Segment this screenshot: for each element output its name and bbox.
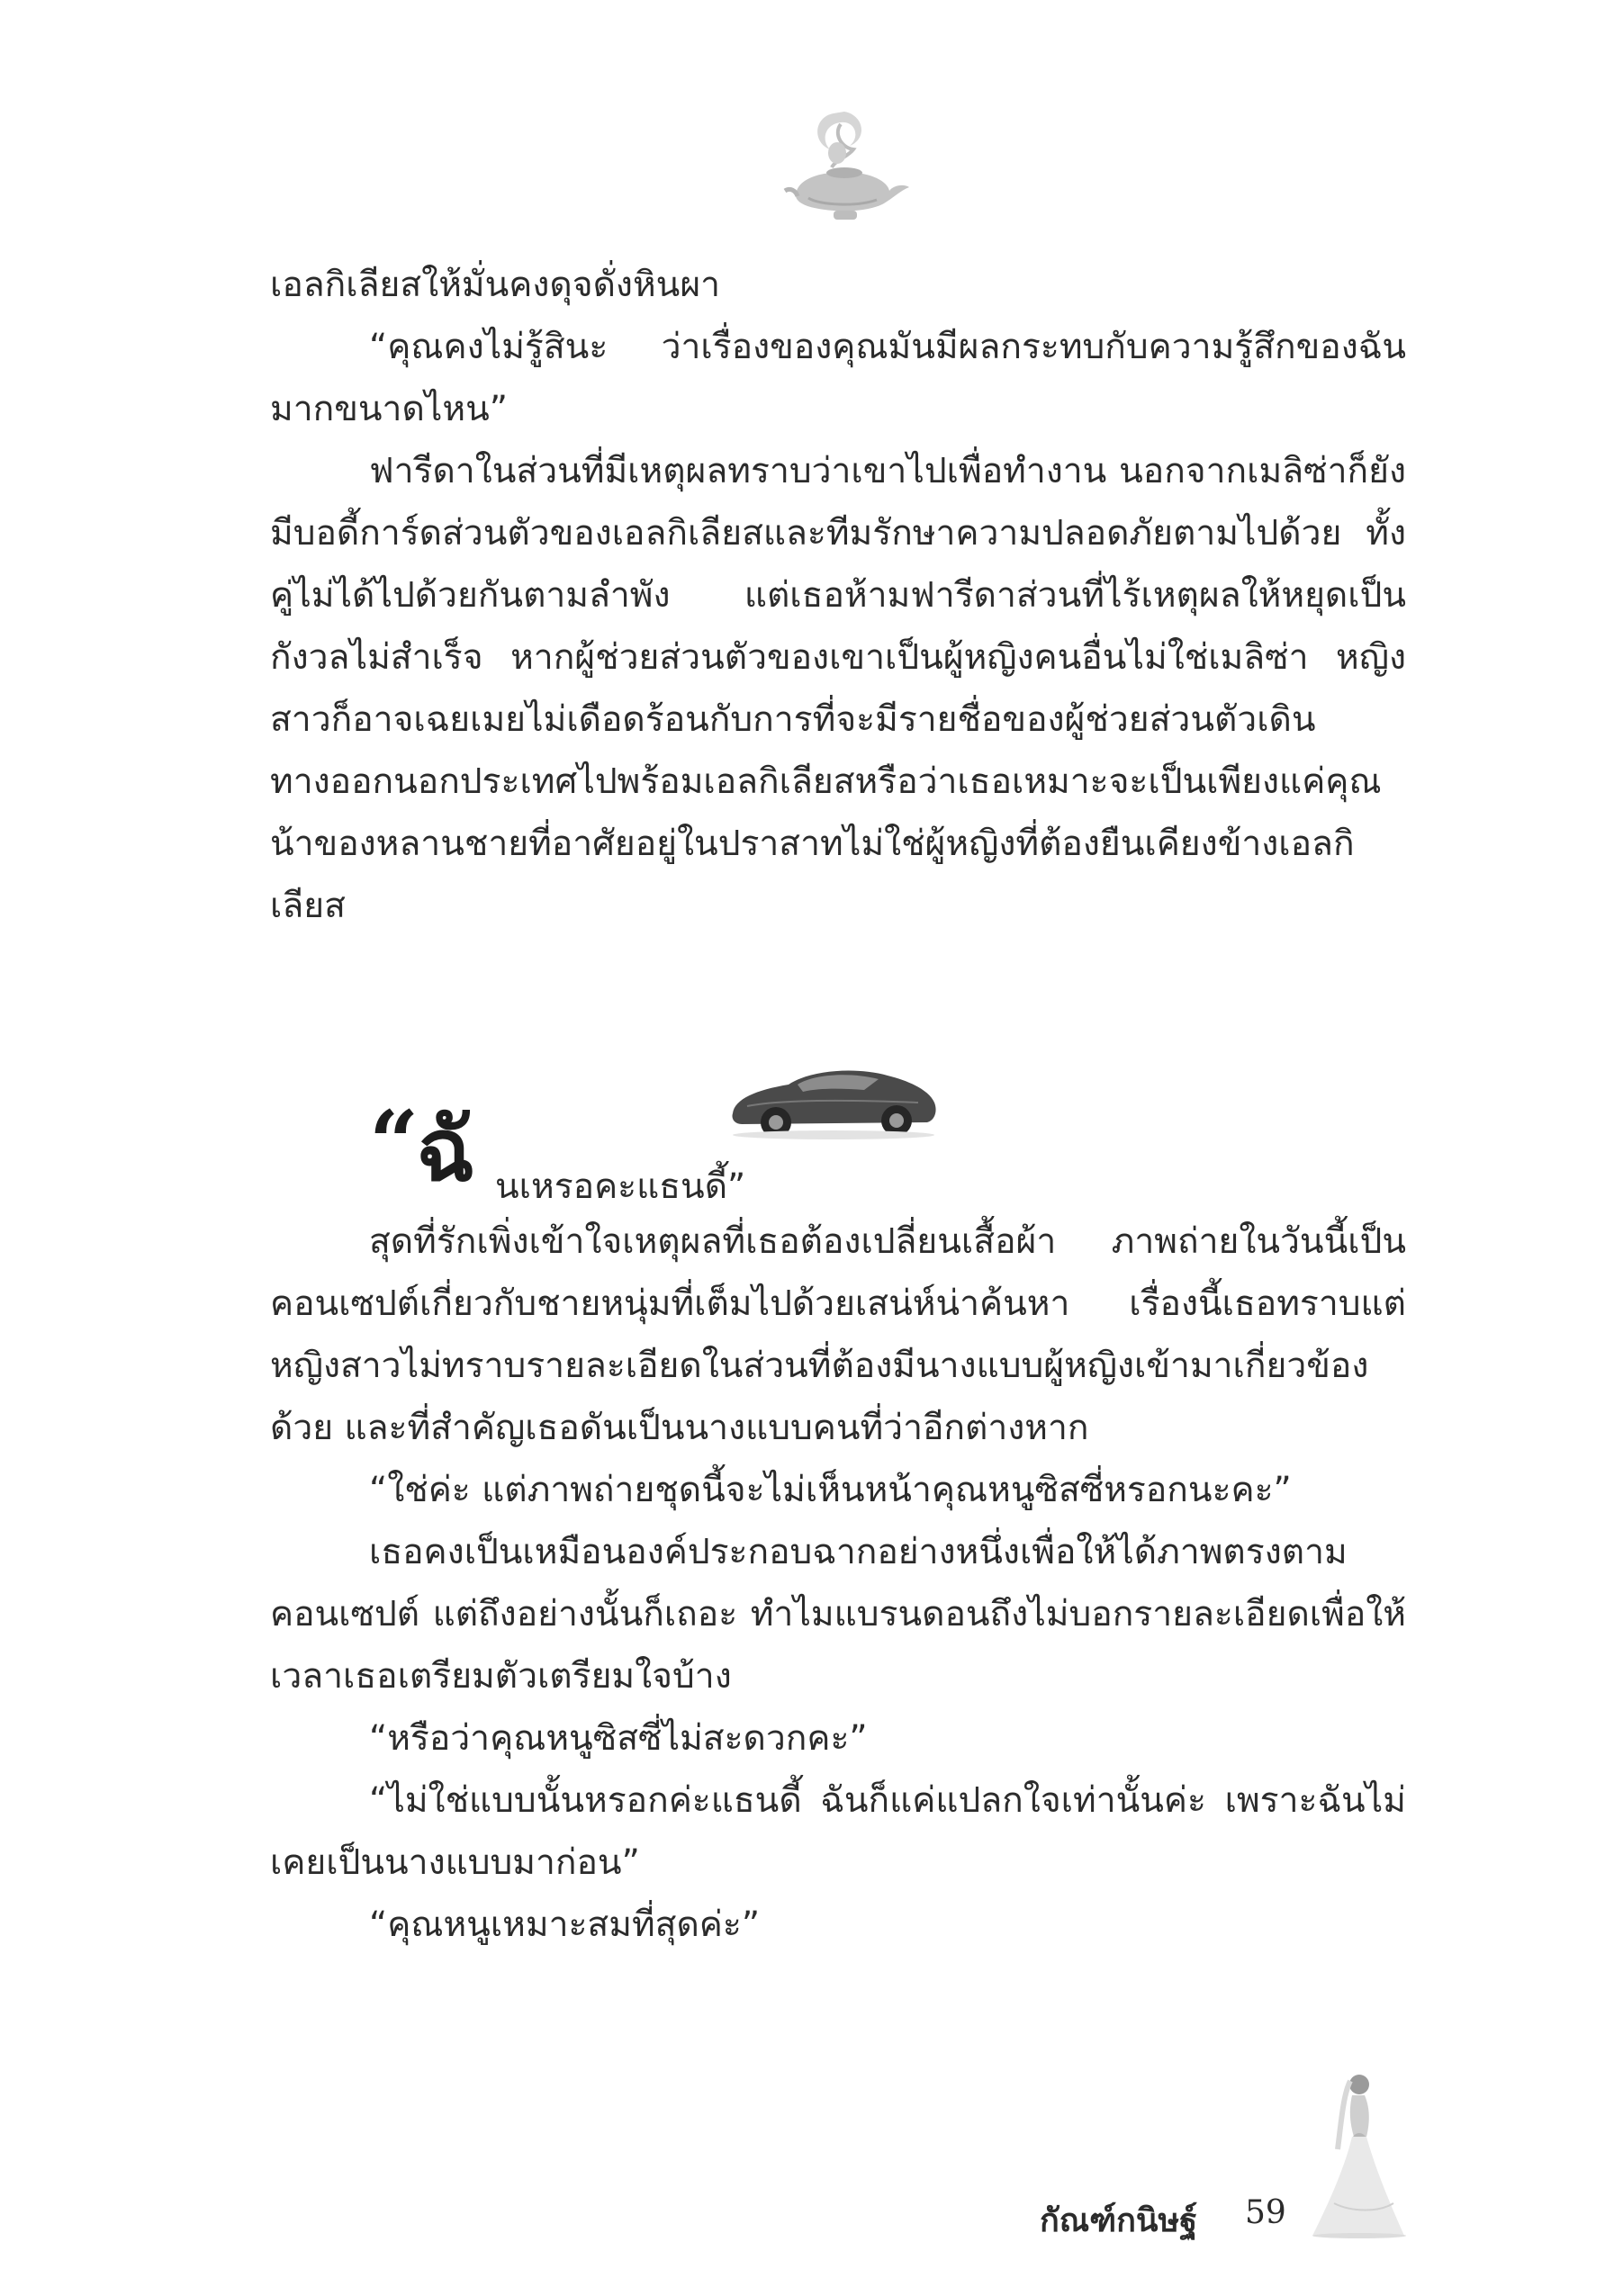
- heading-open-quote: “: [369, 1092, 419, 1193]
- paragraph: สุดที่รักเพิ่งเข้าใจเหตุผลที่เธอต้องเปลี่ยนเสื้อผ้า ภาพถ่ายในวันนี้เป็นคอนเซปต์เกี่ยวกับชายหนุ่มที่เต็มไปด้วยเสน่ห์น่าค้นหา เรื่องนี้เธอทราบแต่หญิงสาวไม่ทราบรายละเอียดในส่วนที่ต้องมีนางแบบผู้หญิงเข้ามาเกี่ยวข้องด้วย และที่สำคัญเธอดันเป็นนางแบบคนที่ว่าอีกต่างหาก: [270, 1221, 1406, 1448]
- paragraph: “ไม่ใช่แบบนั้นหรอกค่ะแธนดี้ ฉันก็แค่แปลกใจเท่านั้นค่ะ เพราะฉันไม่เคยเป็นนางแบบมาก่อน”: [270, 1780, 1406, 1883]
- paragraph: เอลกิเลียสให้มั่นคงดุจดั่งหินผา: [270, 265, 721, 305]
- heading-drop-letter: ฉั: [416, 1100, 475, 1201]
- paragraph: ฟารีดาในส่วนที่มีเหตุผลทราบว่าเขาไปเพื่อทำงาน นอกจากเมลิซ่าก็ยังมีบอดี้การ์ดส่วนตัวของเอลกิเลียสและทีมรักษาความปลอดภัยตามไปด้วย ทั้งคู่ไม่ได้ไปด้วยกันตามลำพัง แต่เธอห้ามฟารีดาส่วนที่ไร้เหตุผลให้หยุดเป็นกังวลไม่สำเร็จ หากผู้ช่วยส่วนตัวของเขาเป็นผู้หญิงคนอื่นไม่ใช่เมลิซ่า หญิงสาวก็อาจเฉยเมยไม่เดือดร้อนกับการที่จะมีรายชื่อของผู้ช่วยส่วนตัวเดินทางออกนอกประเทศไปพร้อมเอลกิเลียสหรือว่าเธอเหมาะจะเป็นเพียงแค่คุณน้าของหลานชายที่อาศัยอยู่ในปราสาทไม่ใช่ผู้หญิงที่ต้องยืนเคียงข้างเอลกิเลียส: [270, 451, 1406, 926]
- genie-lamp-ornament-icon: [778, 97, 913, 232]
- body-text-block-2: [270, 1211, 1406, 1956]
- paragraph: “หรือว่าคุณหนูซิสซี่ไม่สะดวกคะ”: [369, 1718, 868, 1759]
- body-text-block-1: [270, 254, 1406, 937]
- heading-text: นเหรอคะแธนดี้”: [495, 1166, 746, 1207]
- page-number: 59: [1245, 2194, 1286, 2231]
- bride-figure-icon: [1307, 2068, 1408, 2239]
- paragraph: “คุณคงไม่รู้สินะ ว่าเรื่องของคุณมันมีผลกระทบกับความรู้สึกของฉันมากขนาดไหน”: [270, 327, 1406, 429]
- paragraph: เธอคงเป็นเหมือนองค์ประกอบฉากอย่างหนึ่งเพื่อให้ได้ภาพตรงตามคอนเซปต์ แต่ถึงอย่างนั้นก็เถอะ ทำไมแบรนดอนถึงไม่บอกรายละเอียดเพื่อให้เวลาเธอเตรียมตัวเตรียมใจบ้าง: [270, 1532, 1406, 1697]
- footer-author: กัณฑ์กนิษฐ์: [1040, 2202, 1198, 2239]
- paragraph: “คุณหนูเหมาะสมที่สุดค่ะ”: [369, 1904, 761, 1945]
- sports-car-image: [720, 1049, 945, 1143]
- paragraph: “ใช่ค่ะ แต่ภาพถ่ายชุดนี้จะไม่เห็นหน้าคุณหนูซิสซี่หรอกนะคะ”: [369, 1470, 1292, 1510]
